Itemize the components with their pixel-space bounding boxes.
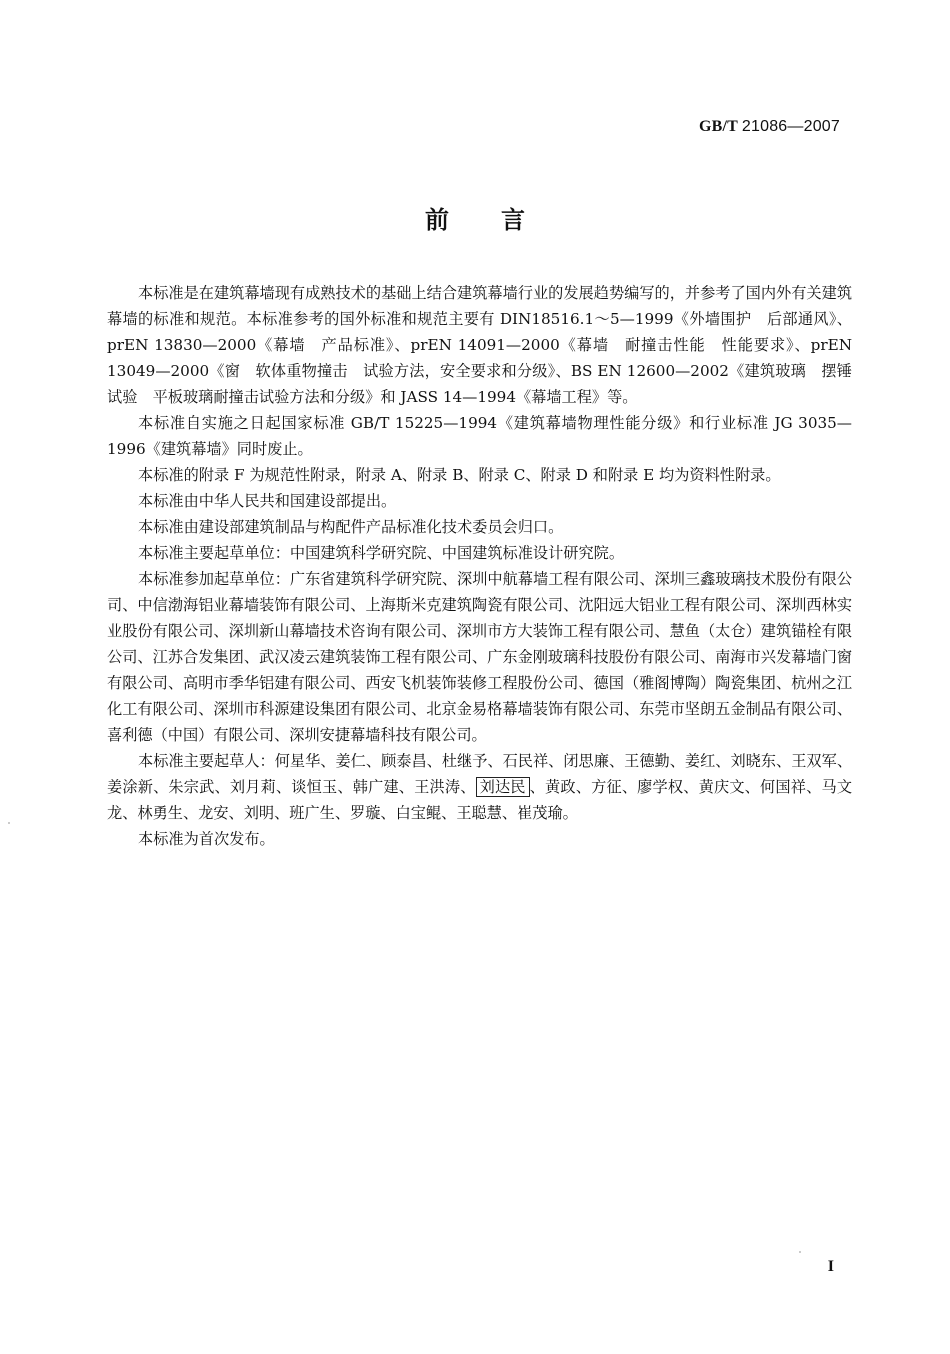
scan-speck xyxy=(8,822,10,824)
drafters-after: 、黄政、方征、廖学权、黄庆文、何国祥、马文龙、林勇生、龙安、刘明、班广生、罗璇、白宝鲲、王聪慧、崔茂瑜。 xyxy=(107,778,853,822)
standard-prefix: GB/T xyxy=(698,118,738,135)
paragraph-first-release: 本标准为首次发布。 xyxy=(138,830,275,848)
page-title xyxy=(0,200,950,235)
title-char-1: 前 xyxy=(425,206,449,234)
paragraph-drafters xyxy=(107,748,852,826)
paragraph-committee: 本标准由建设部建筑制品与构配件产品标准化技术委员会归口。 xyxy=(138,518,564,536)
paragraph-main-units: 本标准主要起草单位：中国建筑科学研究院、中国建筑标准设计研究院。 xyxy=(138,544,624,562)
title-char-2: 言 xyxy=(501,206,525,234)
paragraph-supersedes: 本标准自实施之日起国家标准 GB/T 15225—1994《建筑幕墙物理性能分级》和行业标准 JG 3035—1996《建筑幕墙》同时废止。 xyxy=(107,414,852,458)
paragraph-references: 本标准是在建筑幕墙现有成熟技术的基础上结合建筑幕墙行业的发展趋势编写的，并参考了国内外有关建筑幕墙的标准和规范。本标准参考的国外标准和规范主要有 DIN18516.1～5—1999《外墙围护 后部通风》、prEN 13830—2000《幕墙 产品标准》、prEN 14091—2000《幕墙 耐撞击性能 性能要求》、prEN 13049—2000《窗 软体重物撞击 试验方法，安全要求和分级》、BS EN 12600—2002《建筑玻璃 摆锤试验 平板玻璃耐撞击试验方法和分级》和 JASS 14—1994《幕墙工程》等。 xyxy=(107,284,852,406)
paragraph-annexes: 本标准的附录 F 为规范性附录，附录 A、附录 B、附录 C、附录 D 和附录 E 均为资料性附录。 xyxy=(138,466,781,484)
highlighted-drafter-name: 刘达民 xyxy=(476,777,530,797)
foreword-body xyxy=(107,280,852,852)
paragraph-proposer: 本标准由中华人民共和国建设部提出。 xyxy=(138,492,397,510)
drafters-before: 本标准主要起草人：何星华、姜仁、顾泰昌、杜继予、石民祥、闭思廉、王德勤、姜红、刘晓东、王双军、姜涂新、朱宗武、刘月莉、谈恒玉、韩广建、王洪涛、 xyxy=(107,752,852,796)
paragraph-participating-units: 本标准参加起草单位：广东省建筑科学研究院、深圳中航幕墙工程有限公司、深圳三鑫玻璃技术股份有限公司、中信渤海铝业幕墙装饰有限公司、上海斯米克建筑陶瓷有限公司、沈阳远大铝业工程有限公司、深圳西林实业股份有限公司、深圳新山幕墙技术咨询有限公司、深圳市方大装饰工程有限公司、慧鱼（太仓）建筑锚栓有限公司、江苏合发集团、武汉凌云建筑装饰工程有限公司、广东金刚玻璃科技股份有限公司、南海市兴发幕墙门窗有限公司、高明市季华铝建有限公司、西安飞机装饰装修工程股份公司、德国（雅阁博陶）陶瓷集团、杭州之江化工有限公司、深圳市科源建设集团有限公司、北京金易格幕墙装饰有限公司、东莞市坚朗五金制品有限公司、喜利德（中国）有限公司、深圳安捷幕墙科技有限公司。 xyxy=(107,570,852,744)
standard-number: 21086—2007 xyxy=(741,118,840,135)
scan-speck xyxy=(799,1251,801,1253)
page-number: I xyxy=(827,1258,834,1275)
standard-code xyxy=(699,118,840,136)
